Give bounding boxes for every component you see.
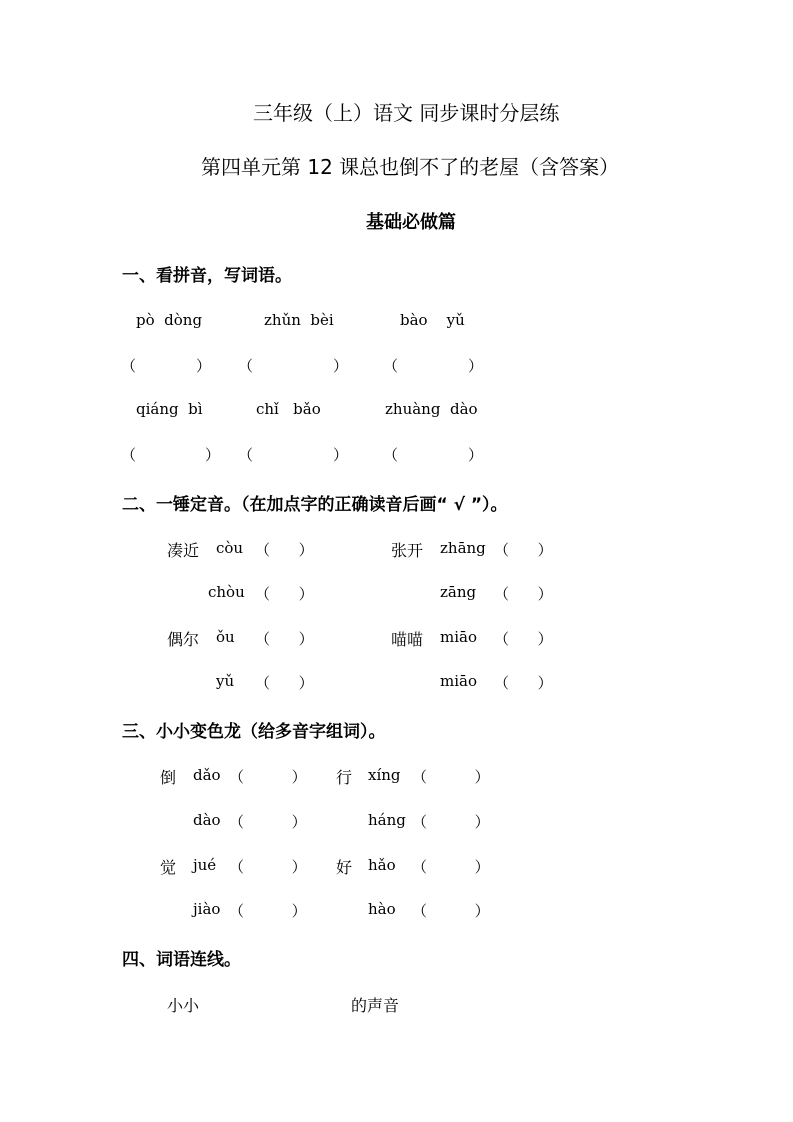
answer-paren: （ ） — [494, 541, 553, 559]
match-right-item: 的声音 — [351, 996, 400, 1015]
answer-paren: （ ） — [255, 630, 314, 648]
section1-heading: 一、看拼音，写词语。 — [122, 266, 292, 286]
reading-jiao: jiào — [193, 900, 221, 918]
reading-dao3: dǎo — [193, 766, 221, 784]
reading-hao4: hào — [368, 900, 396, 918]
char-hao: 好 — [336, 858, 353, 877]
word-miaomiao: 喵喵 — [391, 630, 424, 649]
blank-5-close: ） — [333, 446, 349, 464]
lesson-subtitle: 第四单元第 12 课总也倒不了的老屋（含答案） — [201, 155, 620, 179]
section4-heading: 四、词语连线。 — [122, 950, 241, 970]
blank-1-open: （ — [121, 357, 137, 375]
blank-3-open: （ — [383, 357, 399, 375]
pinyin-5: chǐ bǎo — [256, 400, 321, 418]
option-chou: chòu — [208, 583, 245, 601]
pinyin-6: zhuàng dào — [385, 400, 478, 418]
option-cou: còu — [216, 539, 244, 557]
reading-jue: jué — [193, 856, 217, 874]
blank-1-close: ） — [196, 357, 212, 375]
answer-paren: （ ） — [229, 858, 307, 876]
answer-paren: （ ） — [494, 674, 553, 692]
blank-2-close: ） — [333, 357, 349, 375]
answer-paren: （ ） — [229, 813, 307, 831]
match-left-item: 小小 — [167, 996, 200, 1015]
answer-paren: （ ） — [412, 768, 490, 786]
char-dao: 倒 — [160, 768, 177, 787]
char-jue: 觉 — [160, 858, 177, 877]
option-miao-2: miāo — [440, 672, 477, 690]
char-xing: 行 — [336, 768, 353, 787]
reading-hao3: hǎo — [368, 856, 396, 874]
answer-paren: （ ） — [494, 585, 553, 603]
option-miao-1: miāo — [440, 628, 477, 646]
word-couj: 凑近 — [167, 541, 200, 560]
answer-paren: （ ） — [412, 858, 490, 876]
answer-paren: （ ） — [255, 674, 314, 692]
section2-heading: 二、一锤定音。（在加点字的正确读音后画“ √ ”）。 — [122, 495, 508, 515]
blank-4-close: ） — [205, 446, 221, 464]
pinyin-2: zhǔn bèi — [264, 311, 334, 329]
blank-2-open: （ — [238, 357, 254, 375]
option-yu: yǔ — [216, 672, 235, 690]
answer-paren: （ ） — [255, 541, 314, 559]
answer-paren: （ ） — [494, 630, 553, 648]
option-ou: ǒu — [216, 628, 235, 646]
answer-paren: （ ） — [255, 585, 314, 603]
level-label: 基础必做篇 — [366, 212, 456, 233]
answer-paren: （ ） — [229, 902, 307, 920]
page-title: 三年级（上）语文 同步课时分层练 — [253, 101, 560, 125]
blank-6-open: （ — [383, 446, 399, 464]
pinyin-1: pò dòng — [136, 311, 203, 329]
reading-dao4: dào — [193, 811, 221, 829]
blank-5-open: （ — [238, 446, 254, 464]
answer-paren: （ ） — [229, 768, 307, 786]
pinyin-3: bào yǔ — [400, 311, 465, 329]
blank-4-open: （ — [121, 446, 137, 464]
pinyin-4: qiáng bì — [136, 400, 203, 418]
reading-hang: háng — [368, 811, 406, 829]
blank-3-close: ） — [468, 357, 484, 375]
blank-6-close: ） — [468, 446, 484, 464]
option-zhang: zhāng — [440, 539, 486, 557]
word-ouer: 偶尔 — [167, 630, 200, 649]
word-zhangkai: 张开 — [391, 541, 424, 560]
option-zang: zāng — [440, 583, 477, 601]
answer-paren: （ ） — [412, 902, 490, 920]
reading-xing: xíng — [368, 766, 401, 784]
answer-paren: （ ） — [412, 813, 490, 831]
section3-heading: 三、小小变色龙（给多音字组词）。 — [122, 722, 386, 742]
